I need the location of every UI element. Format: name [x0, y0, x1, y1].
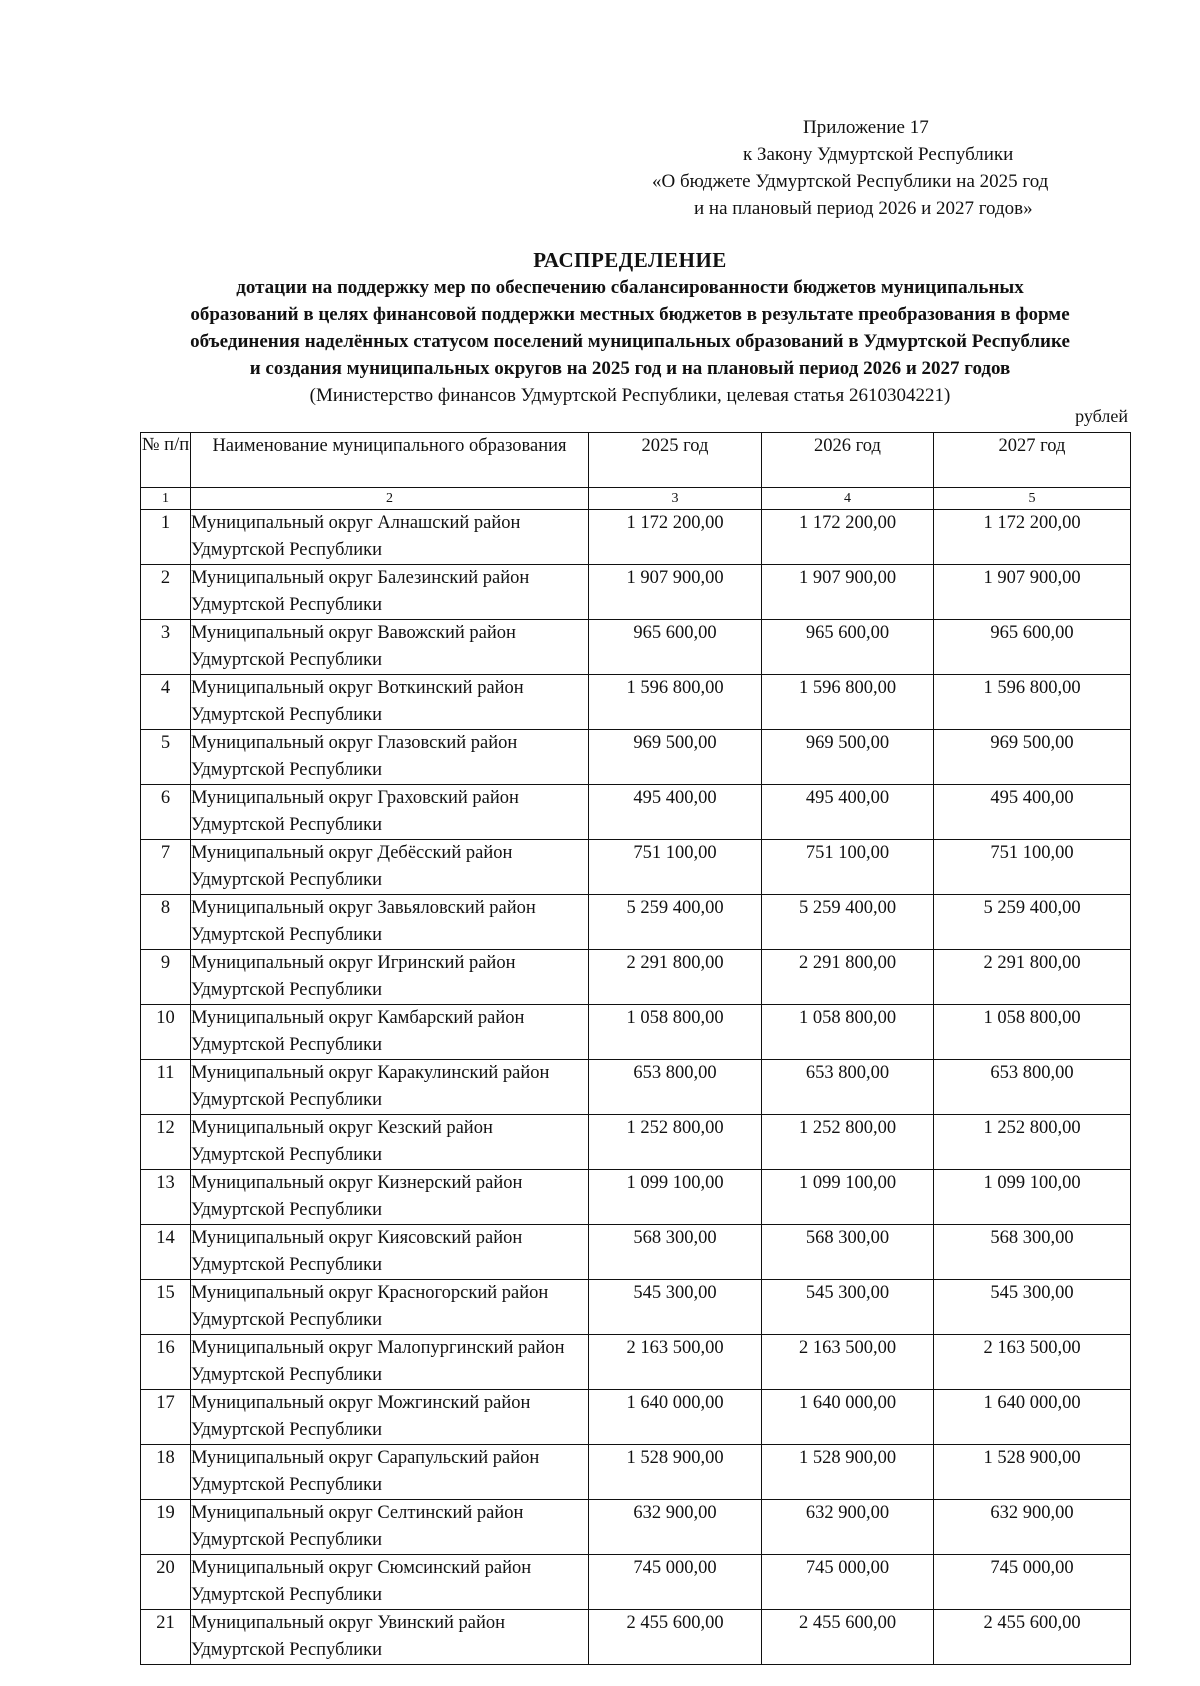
municipality-name: Муниципальный округ Глазовский район Удмуртской Республики	[191, 730, 589, 785]
amount-2027: 1 252 800,00	[934, 1115, 1131, 1170]
column-index: 5	[934, 488, 1131, 510]
amount-2025: 2 163 500,00	[589, 1335, 762, 1390]
amount-2025: 2 455 600,00	[589, 1610, 762, 1665]
row-number: 5	[141, 730, 191, 785]
document-subtitle-line: объединения наделённых статусом поселений муниципальных образований в Удмуртской Республике	[190, 331, 1070, 352]
amount-2027: 1 596 800,00	[934, 675, 1131, 730]
amount-2027: 1 528 900,00	[934, 1445, 1131, 1500]
distribution-table	[140, 432, 1131, 1665]
table-row	[141, 1005, 1131, 1060]
municipality-name: Муниципальный округ Балезинский район Удмуртской Республики	[191, 565, 589, 620]
amount-2025: 495 400,00	[589, 785, 762, 840]
row-number: 10	[141, 1005, 191, 1060]
municipality-name: Муниципальный округ Кизнерский район Удмуртской Республики	[191, 1170, 589, 1225]
table-body	[141, 510, 1131, 1665]
column-index: 1	[141, 488, 191, 510]
document-subtitle-line: образований в целях финансовой поддержки местных бюджетов в результате преобразования в форме	[190, 304, 1070, 325]
amount-2027: 653 800,00	[934, 1060, 1131, 1115]
municipality-name: Муниципальный округ Дебёсский район Удмуртской Республики	[191, 840, 589, 895]
amount-2026: 965 600,00	[762, 620, 934, 675]
column-header-2027: 2027 год	[934, 433, 1131, 488]
table-row	[141, 950, 1131, 1005]
amount-2027: 1 640 000,00	[934, 1390, 1131, 1445]
amount-2025: 965 600,00	[589, 620, 762, 675]
row-number: 21	[141, 1610, 191, 1665]
column-header-2025: 2025 год	[589, 433, 762, 488]
amount-2027: 1 907 900,00	[934, 565, 1131, 620]
amount-2025: 1 596 800,00	[589, 675, 762, 730]
appendix-line: и на плановый период 2026 и 2027 годов»	[694, 198, 1033, 219]
amount-2025: 1 252 800,00	[589, 1115, 762, 1170]
row-number: 2	[141, 565, 191, 620]
appendix-block	[652, 114, 1122, 222]
row-number: 15	[141, 1280, 191, 1335]
table-row	[141, 1500, 1131, 1555]
amount-2027: 632 900,00	[934, 1500, 1131, 1555]
amount-2027: 969 500,00	[934, 730, 1131, 785]
row-number: 4	[141, 675, 191, 730]
table-row	[141, 1445, 1131, 1500]
municipality-name: Муниципальный округ Игринский район Удмуртской Республики	[191, 950, 589, 1005]
amount-2025: 1 528 900,00	[589, 1445, 762, 1500]
amount-2025: 969 500,00	[589, 730, 762, 785]
column-index: 2	[191, 488, 589, 510]
amount-2026: 1 528 900,00	[762, 1445, 934, 1500]
table-row	[141, 565, 1131, 620]
municipality-name: Муниципальный округ Сарапульский район Удмуртской Республики	[191, 1445, 589, 1500]
amount-2026: 1 907 900,00	[762, 565, 934, 620]
amount-2027: 545 300,00	[934, 1280, 1131, 1335]
row-number: 18	[141, 1445, 191, 1500]
municipality-name: Муниципальный округ Киясовский район Удмуртской Республики	[191, 1225, 589, 1280]
column-index: 3	[589, 488, 762, 510]
amount-2026: 5 259 400,00	[762, 895, 934, 950]
amount-2025: 1 099 100,00	[589, 1170, 762, 1225]
row-number: 8	[141, 895, 191, 950]
amount-2025: 751 100,00	[589, 840, 762, 895]
document-subtitle-line: дотации на поддержку мер по обеспечению сбалансированности бюджетов муниципальных	[236, 277, 1024, 298]
table-row	[141, 785, 1131, 840]
municipality-name: Муниципальный округ Каракулинский район Удмуртской Республики	[191, 1060, 589, 1115]
column-header-2026: 2026 год	[762, 433, 934, 488]
amount-2026: 495 400,00	[762, 785, 934, 840]
appendix-line: Приложение 17	[803, 117, 929, 138]
row-number: 12	[141, 1115, 191, 1170]
table-row	[141, 1115, 1131, 1170]
amount-2025: 653 800,00	[589, 1060, 762, 1115]
row-number: 17	[141, 1390, 191, 1445]
amount-2026: 2 455 600,00	[762, 1610, 934, 1665]
municipality-name: Муниципальный округ Сюмсинский район Удмуртской Республики	[191, 1555, 589, 1610]
municipality-name: Муниципальный округ Малопургинский район Удмуртской Республики	[191, 1335, 589, 1390]
amount-2027: 745 000,00	[934, 1555, 1131, 1610]
amount-2026: 1 058 800,00	[762, 1005, 934, 1060]
amount-2026: 969 500,00	[762, 730, 934, 785]
municipality-name: Муниципальный округ Алнашский район Удмуртской Республики	[191, 510, 589, 565]
municipality-name: Муниципальный округ Граховский район Удмуртской Республики	[191, 785, 589, 840]
table-row	[141, 1060, 1131, 1115]
document-subtitle-line: и создания муниципальных округов на 2025 год и на плановый период 2026 и 2027 годов	[249, 358, 1011, 379]
row-number: 14	[141, 1225, 191, 1280]
table-row	[141, 1335, 1131, 1390]
amount-2027: 2 291 800,00	[934, 950, 1131, 1005]
table-header-row	[141, 433, 1131, 488]
amount-2025: 1 640 000,00	[589, 1390, 762, 1445]
table-row	[141, 895, 1131, 950]
table-row	[141, 1390, 1131, 1445]
row-number: 16	[141, 1335, 191, 1390]
amount-2026: 653 800,00	[762, 1060, 934, 1115]
municipality-name: Муниципальный округ Увинский район Удмуртской Республики	[191, 1610, 589, 1665]
table-row	[141, 730, 1131, 785]
amount-2025: 632 900,00	[589, 1500, 762, 1555]
amount-2025: 545 300,00	[589, 1280, 762, 1335]
municipality-name: Муниципальный округ Вавожский район Удмуртской Республики	[191, 620, 589, 675]
amount-2027: 1 099 100,00	[934, 1170, 1131, 1225]
table-row	[141, 1280, 1131, 1335]
document-source: (Министерство финансов Удмуртской Республики, целевая статья 2610304221)	[309, 385, 951, 406]
amount-2027: 1 172 200,00	[934, 510, 1131, 565]
amount-2026: 2 163 500,00	[762, 1335, 934, 1390]
amount-2027: 568 300,00	[934, 1225, 1131, 1280]
row-number: 19	[141, 1500, 191, 1555]
municipality-name: Муниципальный округ Камбарский район Удмуртской Республики	[191, 1005, 589, 1060]
column-index: 4	[762, 488, 934, 510]
row-number: 11	[141, 1060, 191, 1115]
column-header-name: Наименование муниципального образования	[191, 433, 589, 488]
appendix-line: «О бюджете Удмуртской Республики на 2025 год	[652, 171, 1049, 192]
row-number: 6	[141, 785, 191, 840]
row-number: 9	[141, 950, 191, 1005]
column-index-row	[141, 488, 1131, 510]
table-row	[141, 510, 1131, 565]
amount-2027: 5 259 400,00	[934, 895, 1131, 950]
row-number: 13	[141, 1170, 191, 1225]
amount-2026: 632 900,00	[762, 1500, 934, 1555]
amount-2025: 5 259 400,00	[589, 895, 762, 950]
appendix-line: к Закону Удмуртской Республики	[743, 144, 1014, 165]
amount-2026: 1 172 200,00	[762, 510, 934, 565]
amount-2027: 2 455 600,00	[934, 1610, 1131, 1665]
amount-2026: 568 300,00	[762, 1225, 934, 1280]
table-row	[141, 1610, 1131, 1665]
amount-2025: 1 058 800,00	[589, 1005, 762, 1060]
table-row	[141, 1170, 1131, 1225]
amount-2025: 568 300,00	[589, 1225, 762, 1280]
amount-2026: 745 000,00	[762, 1555, 934, 1610]
amount-2027: 2 163 500,00	[934, 1335, 1131, 1390]
amount-2025: 2 291 800,00	[589, 950, 762, 1005]
amount-2025: 1 907 900,00	[589, 565, 762, 620]
amount-2027: 965 600,00	[934, 620, 1131, 675]
table-row	[141, 1225, 1131, 1280]
table-row	[141, 1555, 1131, 1610]
table-row	[141, 840, 1131, 895]
municipality-name: Муниципальный округ Можгинский район Удмуртской Республики	[191, 1390, 589, 1445]
row-number: 1	[141, 510, 191, 565]
amount-2026: 751 100,00	[762, 840, 934, 895]
amount-2027: 1 058 800,00	[934, 1005, 1131, 1060]
column-header-number: № п/п	[141, 433, 191, 488]
municipality-name: Муниципальный округ Кезский район Удмуртской Республики	[191, 1115, 589, 1170]
amount-2025: 1 172 200,00	[589, 510, 762, 565]
amount-2027: 751 100,00	[934, 840, 1131, 895]
amount-2026: 1 640 000,00	[762, 1390, 934, 1445]
document-title: РАСПРЕДЕЛЕНИЕ	[533, 248, 727, 272]
row-number: 20	[141, 1555, 191, 1610]
amount-2026: 1 252 800,00	[762, 1115, 934, 1170]
amount-2027: 495 400,00	[934, 785, 1131, 840]
municipality-name: Муниципальный округ Завьяловский район Удмуртской Республики	[191, 895, 589, 950]
amount-2026: 2 291 800,00	[762, 950, 934, 1005]
row-number: 3	[141, 620, 191, 675]
row-number: 7	[141, 840, 191, 895]
units-label: рублей	[1075, 406, 1128, 426]
amount-2025: 745 000,00	[589, 1555, 762, 1610]
amount-2026: 1 596 800,00	[762, 675, 934, 730]
municipality-name: Муниципальный округ Красногорский район Удмуртской Республики	[191, 1280, 589, 1335]
title-block	[130, 246, 1130, 409]
municipality-name: Муниципальный округ Селтинский район Удмуртской Республики	[191, 1500, 589, 1555]
table-row	[141, 675, 1131, 730]
municipality-name: Муниципальный округ Воткинский район Удмуртской Республики	[191, 675, 589, 730]
table-row	[141, 620, 1131, 675]
amount-2026: 1 099 100,00	[762, 1170, 934, 1225]
amount-2026: 545 300,00	[762, 1280, 934, 1335]
